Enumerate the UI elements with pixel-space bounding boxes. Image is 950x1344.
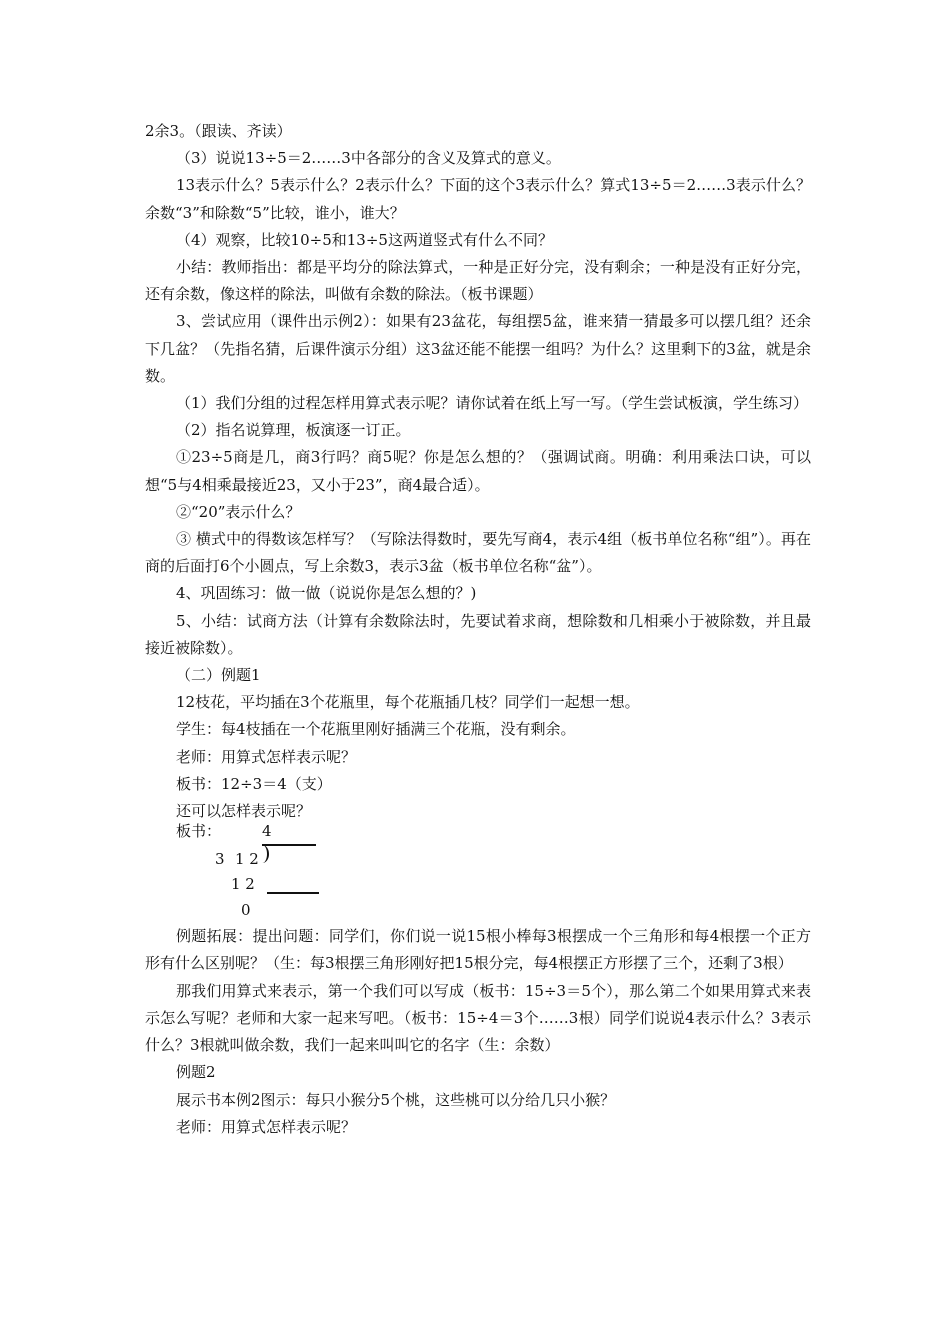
paragraph: 2余3。（跟读、齐读） xyxy=(145,122,292,140)
paragraph: 那我们用算式来表示，第一个我们可以写成（板书：15÷3＝5个），那么第二个如果用算式来表示怎么写呢？老师和大家一起来写吧。（板书：15÷4＝3个……3根）同学们说说4表示什么？3表示什么？3根就叫做余数，我们一起来叫叫它的名字（生：余数） xyxy=(145,981,811,1055)
paragraph: ②“20”表示什么？ xyxy=(176,502,301,521)
paragraph: 老师：用算式怎样表示呢？ xyxy=(176,747,357,766)
division-divisor: 3 xyxy=(215,850,225,869)
division-dividend: 1 2 xyxy=(235,850,259,869)
paragraph: 学生：每4枝插在一个花瓶里刚好插满三个花瓶，没有剩余。 xyxy=(176,720,576,739)
division-prefix: 板书： xyxy=(176,822,222,841)
division-subtract-line xyxy=(267,892,319,894)
paragraph: 5、小结：试商方法（计算有余数除法时，先要试着求商，想除数和几相乘小于被除数，并且最接近被除数）。 xyxy=(145,611,811,657)
paragraph: 3、尝试应用（课件出示例2）：如果有23盆花，每组摆5盆，谁来猜一猜最多可以摆几组？还余下几盆？（先指名猜，后课件演示分组）这3盆还能不能摆一组吗？为什么？这里剩下的3盆，就是余数。 xyxy=(145,312,811,385)
section-heading: 例题2 xyxy=(176,1063,216,1082)
paragraph: 还可以怎样表示呢？ xyxy=(176,802,312,821)
division-bracket xyxy=(258,845,269,863)
division-quotient: 4 xyxy=(262,822,272,841)
section-heading: （二）例题1 xyxy=(176,666,261,685)
division-remainder: 0 xyxy=(241,901,251,920)
long-division xyxy=(145,822,811,920)
paragraph: 例题拓展：提出问题：同学们，你们说一说15根小棒每3根摆成一个三角形和每4根摆一个正方形有什么区别呢？（生：每3根摆三角形刚好把15根分完，每4根摆正方形摆了三个，还剩了3根） xyxy=(145,927,811,973)
division-bar xyxy=(262,844,316,846)
paragraph: 板书：12÷3＝4（支） xyxy=(176,774,332,793)
paragraph: （4）观察，比较10÷5和13÷5这两道竖式有什么不同？ xyxy=(176,230,553,249)
paragraph: （1）我们分组的过程怎样用算式表示呢？请你试着在纸上写一写。（学生尝试板演，学生练习） xyxy=(176,394,809,413)
paragraph: 小结：教师指出：都是平均分的除法算式，一种是正好分完，没有剩余；一种是没有正好分完，还有余数，像这样的除法，叫做有余数的除法。（板书课题） xyxy=(145,258,811,304)
paragraph: 12枝花，平均插在3个花瓶里，每个花瓶插几枝？同学们一起想一想。 xyxy=(176,693,640,712)
paragraph: 4、巩固练习：做一做（说说你是怎么想的？) xyxy=(176,584,477,603)
paragraph: （3）说说13÷5＝2……3中各部分的含义及算式的意义。 xyxy=(176,149,561,168)
paragraph: ①23÷5商是几，商3行吗？商5呢？你是怎么想的？（强调试商。明确：利用乘法口诀，可以想“5与4相乘最接近23，又小于23”，商4最合适）。 xyxy=(145,448,811,494)
document-body xyxy=(145,118,811,1141)
paragraph: ③ 横式中的得数该怎样写？（写除法得数时，要先写商4，表示4组（板书单位名称“组”）。再在商的后面打6个小圆点，写上余数3，表示3盆（板书单位名称“盆”）。 xyxy=(145,530,811,576)
paragraph: 展示书本例2图示：每只小猴分5个桃，这些桃可以分给几只小猴？ xyxy=(176,1090,616,1109)
division-product: 1 2 xyxy=(231,875,255,894)
paragraph: 13表示什么？5表示什么？2表示什么？下面的这个3表示什么？算式13÷5＝2……3表示什么？余数“3”和除数“5”比较，谁小，谁大？ xyxy=(145,176,811,222)
paragraph: 老师：用算式怎样表示呢？ xyxy=(176,1117,357,1136)
paragraph: （2）指名说算理，板演逐一订正。 xyxy=(176,421,411,440)
